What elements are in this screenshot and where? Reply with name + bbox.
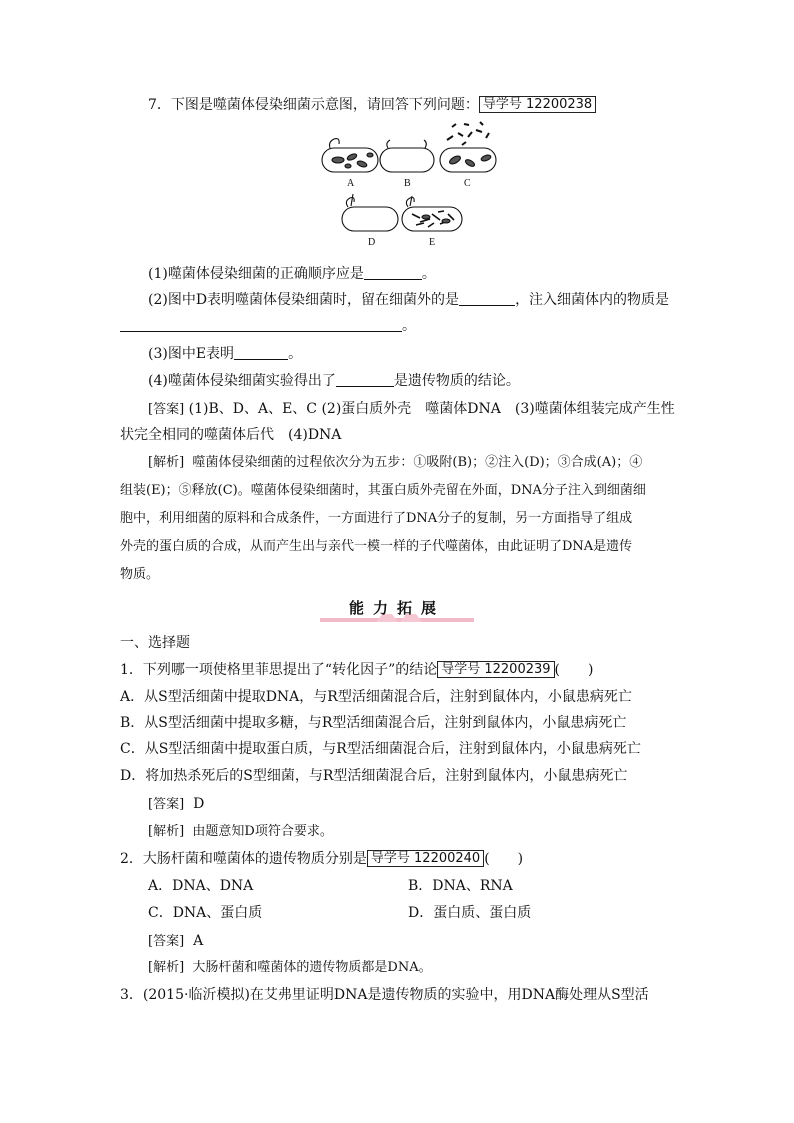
q7-part1-blank xyxy=(364,265,422,280)
q1-option-b: B．从S型活细菌中提取多糖，与R型活细菌混合后，注射到鼠体内，小鼠患病死亡 xyxy=(120,715,627,731)
phage-infection-diagram xyxy=(0,0,794,260)
q1-option-c: C．从S型活细菌中提取蛋白质，与R型活细菌混合后，注射到鼠体内，小鼠患病死亡 xyxy=(120,741,641,757)
section-banner xyxy=(316,598,478,624)
q2-answer: A xyxy=(193,933,204,949)
diagram-label-b: B xyxy=(404,178,411,189)
q7-answer-tag: [答案] xyxy=(148,402,185,417)
q7-analysis-text3: 胞中，利用细菌的原料和合成条件，一方面进行了DNA分子的复制，另一方面指导了组成 xyxy=(120,511,633,526)
q7-answer-text2: 状完全相同的噬菌体后代 (4)DNA xyxy=(120,427,342,443)
q7-part1-end: 。 xyxy=(421,266,436,282)
section-title: 能力拓展 xyxy=(348,599,445,617)
q2-option-d: D．蛋白质、蛋白质 xyxy=(408,905,532,921)
q7-analysis-text5: 物质。 xyxy=(120,567,160,582)
q7-part3-end: 。 xyxy=(288,346,303,362)
q7-analysis-text1: 噬菌体侵染细菌的过程依次分为五步：①吸附(B)；②注入(D)；③合成(A)；④ xyxy=(192,455,643,470)
q2-analysis-tag: [解析] xyxy=(148,960,185,975)
diagram-cell-c xyxy=(440,122,496,172)
section-subtitle: 一、选择题 xyxy=(120,635,190,651)
diagram-cell-b xyxy=(380,140,434,172)
q1-option-d: D．将加热杀死后的S型细菌，与R型活细菌混合后，注射到鼠体内，小鼠患病死亡 xyxy=(120,768,628,784)
q7-part2-text: (2)图中D表明噬菌体侵染细菌时，留在细菌外的是 xyxy=(148,292,460,308)
q2-option-c: C．DNA、蛋白质 xyxy=(148,905,263,921)
q7-analysis-text4: 外壳的蛋白质的合成，从而产生出与亲代一模一样的子代噬菌体，由此证明了DNA是遗传 xyxy=(120,539,633,554)
diagram-cell-a xyxy=(322,139,378,172)
q2-guide-code[interactable]: 导学号 12200240 xyxy=(367,850,484,867)
q7-part3-text: (3)图中E表明 xyxy=(148,346,235,362)
q7-part4-end: 是遗传物质的结论。 xyxy=(393,373,520,389)
q7-part1-text: (1)噬菌体侵染细菌的正确顺序应是 xyxy=(148,266,364,282)
diagram-label-e: E xyxy=(429,237,436,248)
q7-part4-blank xyxy=(336,372,394,387)
diagram-cell-e xyxy=(402,196,462,231)
q2-analysis: 大肠杆菌和噬菌体的遗传物质都是DNA。 xyxy=(192,960,432,975)
q7-stem: 7．下图是噬菌体侵染细菌示意图，请回答下列问题： xyxy=(148,97,479,113)
q7-part3-blank xyxy=(234,345,288,360)
q7-guide-code[interactable]: 导学号 12200238 xyxy=(479,96,596,113)
q7-part2-text2: ，注入细菌体内的物质是 xyxy=(515,292,670,308)
diagram-label-d: D xyxy=(368,237,376,248)
q7-answer-text1: (1)B、D、A、E、C (2)蛋白质外壳 噬菌体DNA (3)噬菌体组装完成产生性 xyxy=(188,401,675,417)
q7-analysis-line1 xyxy=(148,453,642,473)
q7-answer-line1 xyxy=(148,399,675,420)
q1-analysis-tag: [解析] xyxy=(148,824,185,839)
q7-analysis-text2: 组装(E)；⑤释放(C)。噬菌体侵染细菌时，其蛋白质外壳留在外面，DNA分子注入到细菌细 xyxy=(120,483,646,498)
q3-stem: 3．(2015·临沂模拟)在艾弗里证明DNA是遗传物质的实验中，用DNA酶处理从S型活 xyxy=(120,987,649,1003)
q1-analysis: 由题意知D项符合要求。 xyxy=(192,824,333,839)
q1-paren: ( ) xyxy=(554,662,594,678)
q1-answer-line xyxy=(148,794,204,815)
q7-part3 xyxy=(148,344,302,364)
q2-analysis-line xyxy=(148,958,432,978)
q1-guide-code[interactable]: 导学号 12200239 xyxy=(437,661,554,678)
diagram-label-c: C xyxy=(464,178,471,189)
q1-answer-tag: [答案] xyxy=(148,797,185,812)
q7-answer-line2 xyxy=(120,425,341,445)
q2-answer-tag: [答案] xyxy=(148,934,185,949)
q2-stem-line xyxy=(120,849,523,869)
q2-option-b: B．DNA、RNA xyxy=(408,878,513,894)
diagram-cell-d xyxy=(342,194,398,231)
q1-analysis-line xyxy=(148,822,333,842)
q1-answer: D xyxy=(193,796,205,812)
q1-stem-line xyxy=(120,660,593,680)
q7-part2-blank2 xyxy=(120,317,402,332)
q7-part2-cont xyxy=(120,316,416,336)
q2-stem: 2．大肠杆菌和噬菌体的遗传物质分别是 xyxy=(120,851,367,867)
q7-part4 xyxy=(148,371,520,391)
q7-part2-end: 。 xyxy=(402,318,416,334)
q1-option-a: A．从S型活细菌中提取DNA，与R型活细菌混合后，注射到鼠体内，小鼠患病死亡 xyxy=(120,689,632,705)
q2-option-a: A．DNA、DNA xyxy=(148,878,254,894)
q2-paren: ( ) xyxy=(484,851,524,867)
q2-answer-line xyxy=(148,931,203,952)
q7-part2-blank1 xyxy=(459,291,515,306)
q7-analysis-tag: [解析] xyxy=(148,455,185,470)
q7-part1 xyxy=(148,264,436,284)
q7-part4-text: (4)噬菌体侵染细菌实验得出了 xyxy=(148,373,336,389)
q7-part2 xyxy=(148,290,669,310)
diagram-label-a: A xyxy=(347,178,355,189)
q1-stem: 1．下列哪一项使格里菲思提出了“转化因子”的结论 xyxy=(120,662,438,678)
